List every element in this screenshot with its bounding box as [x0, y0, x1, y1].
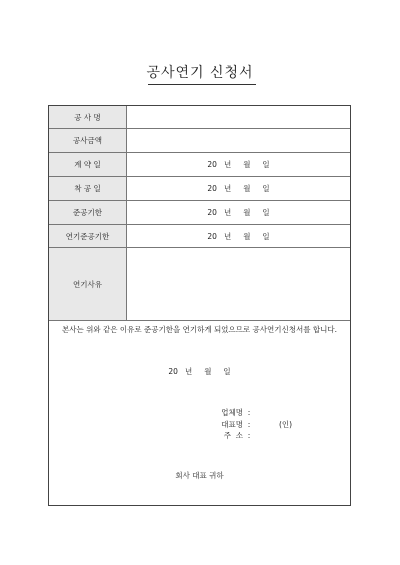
- row-start-date: [49, 177, 350, 201]
- title-underline: [148, 84, 256, 85]
- representative-label: 대표명: [221, 420, 243, 429]
- contract-amount-field[interactable]: [127, 129, 350, 152]
- project-name-field[interactable]: [127, 106, 350, 128]
- delay-reason-label: 연기사유: [49, 248, 127, 320]
- row-completion-deadline: [49, 201, 350, 225]
- row-project-name: [49, 106, 350, 129]
- representative-line: [199, 419, 292, 430]
- company-name-label: 업체명: [221, 408, 243, 417]
- seal-mark: (인): [279, 420, 293, 429]
- extended-deadline-field[interactable]: 20 년 월 일: [207, 231, 270, 241]
- document-title: 공사연기 신청서: [146, 65, 254, 81]
- address-colon: :: [247, 431, 251, 440]
- row-contract-amount: [49, 129, 350, 153]
- declaration-text: 본사는 위와 같은 이유로 준공기한을 연기하게 되었으므로 공사연기신청서를 합니다.: [61, 325, 338, 334]
- representative-colon: :: [247, 420, 251, 429]
- start-date-field[interactable]: 20 년 월 일: [207, 184, 270, 193]
- start-date-label: 착 공 일: [49, 177, 127, 200]
- contract-date-field[interactable]: 20 년 월 일: [207, 160, 270, 169]
- row-delay-reason: [49, 248, 350, 321]
- extended-deadline-label: 연기준공기한: [49, 225, 127, 247]
- address-label: 주 소: [223, 431, 243, 440]
- delay-reason-field[interactable]: [127, 248, 350, 320]
- contract-amount-label: 공사금액: [49, 129, 127, 152]
- row-contract-date: [49, 153, 350, 177]
- company-name-line: [199, 407, 255, 418]
- completion-deadline-field[interactable]: 20 년 월 일: [207, 208, 270, 217]
- row-extended-deadline: [49, 225, 350, 248]
- recipient: 회사 대표 귀하: [175, 471, 224, 480]
- application-date: 20 년 월 일: [168, 367, 231, 376]
- project-name-label: 공 사 명: [49, 106, 127, 128]
- application-form: [48, 105, 351, 506]
- company-name-colon: :: [247, 408, 251, 417]
- address-line: [199, 430, 255, 441]
- completion-deadline-label: 준공기한: [49, 201, 127, 224]
- contract-date-label: 계 약 일: [49, 153, 127, 176]
